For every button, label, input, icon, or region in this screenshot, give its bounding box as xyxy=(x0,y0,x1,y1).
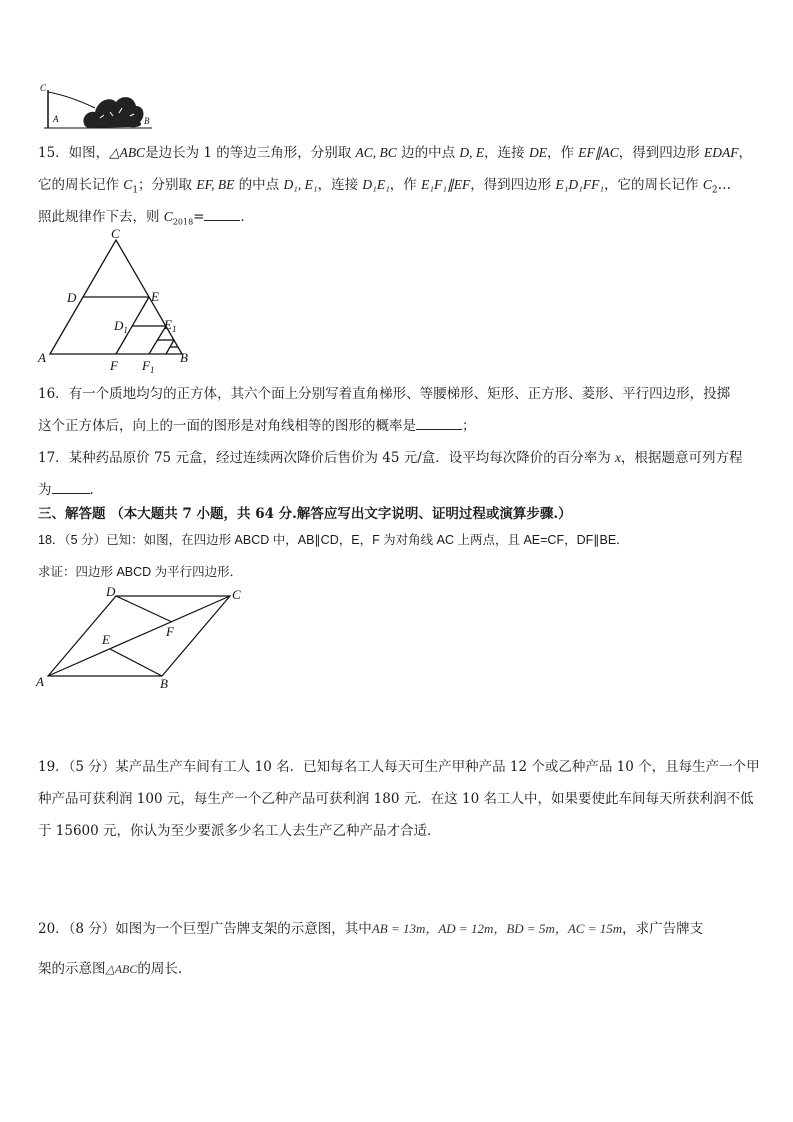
q15-figure xyxy=(30,228,200,378)
q15-label-f1: $F_1$ xyxy=(142,358,155,375)
q15-label-c: C xyxy=(111,228,120,241)
q14-cable xyxy=(48,92,95,108)
q14-figure xyxy=(40,82,155,132)
q16-line-2: 这个正方体后，向上的一面的图形是对角线相等的图形的概率是 ； xyxy=(38,418,476,434)
q15-line-1: 15．如图，△ABC是边长为 1 的等边三角形，分别取 AC, BC 边的中点 D, E，连接 DE，作 EF∥AC，得到四边形 EDAF， xyxy=(38,145,753,161)
q18-label-f: F xyxy=(166,624,174,639)
q18-label-c: C xyxy=(232,587,241,602)
q20-line-1: 20．（8 分）如图为一个巨型广告牌支架的示意图，其中AB = 13m，AD = 12m，BD = 5m，AC = 15m，求广告牌支 xyxy=(38,921,704,937)
q15-label-b: B xyxy=(180,350,188,365)
q18-label-d: D xyxy=(106,584,116,599)
q19-line-3: 于 15600 元，你认为至少要派多少名工人去生产乙种产品才合适． xyxy=(38,823,441,839)
q18-line-1: 18．（5 分）已知：如图，在四边形 ABCD 中，AB∥CD，E，F 为对角线 AC 上两点，且 AE=CF，DF∥BE． xyxy=(38,533,629,547)
q18-label-b: B xyxy=(160,676,168,691)
q18-line-2: 求证：四边形 ABCD 为平行四边形． xyxy=(38,565,243,579)
q15-answer-blank[interactable] xyxy=(204,208,240,221)
q15-line-2: 它的周长记作 $C_1$；分别取 EF, BE 的中点 D₁, E₁，连接 D₁E₁，作 E₁F₁∥EF，得到四边形 E₁D₁FF₁，它的周长记作 $C_2\dots$ xyxy=(38,177,732,196)
q14-label-b: B xyxy=(144,116,150,126)
q15-label-e: E xyxy=(151,289,159,304)
q14-label-c: C xyxy=(40,83,47,93)
q18-label-e: E xyxy=(102,632,110,647)
q16-answer-blank[interactable] xyxy=(416,417,462,430)
q18-segment-df xyxy=(116,596,172,622)
q19-line-2: 种产品可获利润 100 元，每生产一个乙种产品可获利润 180 元．在这 10 名工人中，如果要使此车间每天所获利润不低 xyxy=(38,791,754,807)
q14-label-a: A xyxy=(53,114,59,124)
q17-answer-blank[interactable] xyxy=(52,481,90,494)
q18-segment-be xyxy=(110,649,162,676)
q15-label-d: D xyxy=(67,290,77,305)
q18-label-a: A xyxy=(36,674,44,689)
q14-tree-icon xyxy=(83,97,143,128)
q15-label-f: F xyxy=(110,358,118,373)
q18-figure xyxy=(34,584,254,692)
q17-line-1: 17．某种药品原价 75 元盒，经过连续两次降价后售价为 45 元/盒．设平均每次降价的百分率为 x，根据题意可列方程 xyxy=(38,450,743,466)
q20-line-2: 架的示意图△ABC的周长. xyxy=(38,961,183,977)
q15-label-e1: $E_1$ xyxy=(164,317,177,334)
q17-line-2: 为 ． xyxy=(38,482,103,498)
q16-line-1: 16．有一个质地均匀的正方体，其六个面上分别写着直角梯形、等腰梯形、矩形、正方形、菱形、平行四边形，投掷 xyxy=(38,386,731,402)
q15-label-d1: $D_1$ xyxy=(114,318,128,335)
q15-label-a: A xyxy=(38,350,46,365)
q19-line-1: 19．（5 分）某产品生产车间有工人 10 名．已知每名工人每天可生产甲种产品 12 个或乙种产品 10 个，且每生产一个甲 xyxy=(38,759,760,775)
q15-line-3: 照此规律作下去，则 $C_{2018}=$ ． xyxy=(38,209,254,227)
section-3-title: 三、解答题 （本大题共 7 小题，共 64 分.解答应写出文字说明、证明过程或演算步骤.） xyxy=(38,506,572,522)
